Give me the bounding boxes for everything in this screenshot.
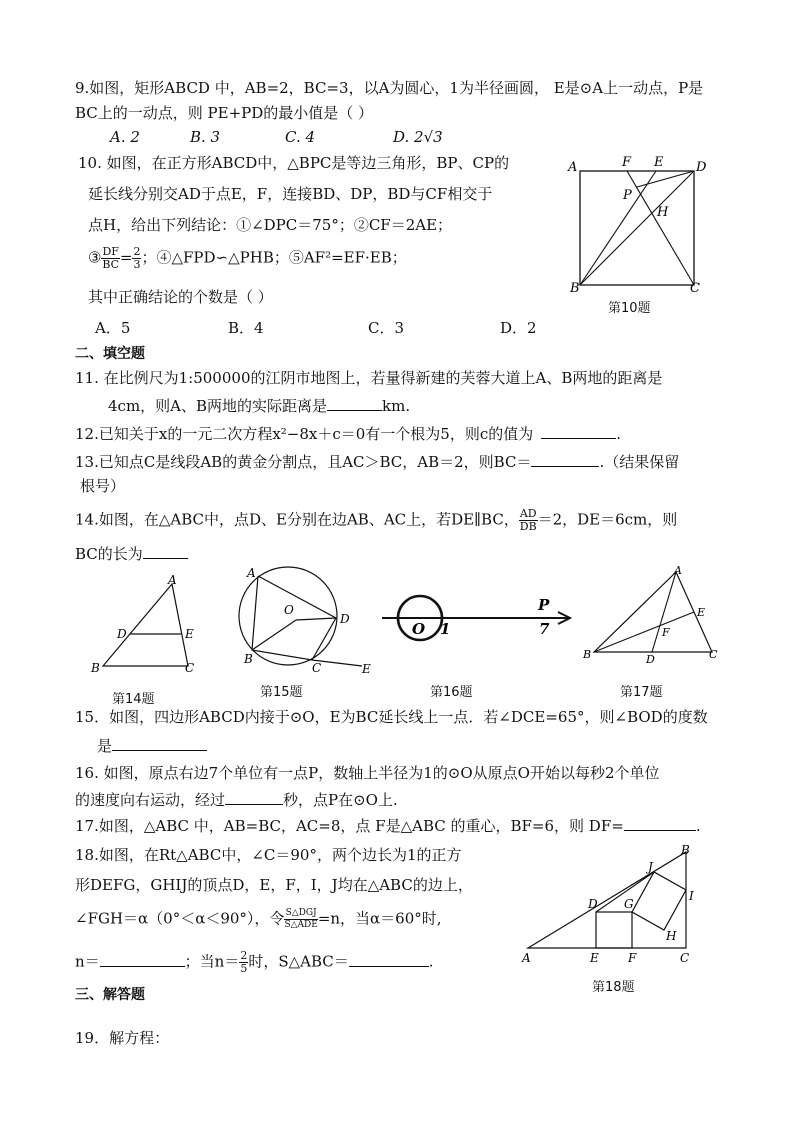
q9-option-a: A. 2 xyxy=(110,128,140,146)
f16-caption: 第16题 xyxy=(430,685,473,700)
q15-line2 xyxy=(97,735,207,756)
f18-label-e: E xyxy=(590,951,599,965)
q12-end: . xyxy=(616,425,622,443)
f18-label-b: B xyxy=(681,843,690,857)
f17-label-b: B xyxy=(583,648,592,661)
figure-q15 xyxy=(236,562,376,678)
f15-label-c: C xyxy=(312,661,322,675)
q17-median-be xyxy=(594,612,694,652)
q18-square-defg xyxy=(596,912,632,948)
q18-frac-den: S△ADE xyxy=(284,920,318,930)
f18-caption: 第18题 xyxy=(592,980,635,995)
q10-label-p: P xyxy=(623,188,632,203)
section-fill-in: 二、填空题 xyxy=(75,346,145,362)
f18-label-a: A xyxy=(522,951,531,965)
q10-option-b: B．4 xyxy=(228,319,264,337)
f18-label-i: I xyxy=(689,889,694,903)
q15-line-ob xyxy=(252,620,296,650)
q18-line4 xyxy=(75,950,434,975)
figure-q14 xyxy=(88,574,198,676)
q11-line1: 11. 在比例尺为1:500000的江阴市地图上，若量得新建的芙蓉大道上A、B两地的距离是 xyxy=(75,369,663,387)
q14-frac-den: DB xyxy=(519,520,537,533)
q9-option-c: C. 4 xyxy=(285,128,316,146)
q10-frac-num: DF xyxy=(102,245,119,258)
f18-label-c: C xyxy=(680,951,690,965)
f17-label-d: D xyxy=(646,653,655,666)
q11-line2-unit: km. xyxy=(382,397,411,415)
q18-area-fraction xyxy=(284,908,317,931)
q18-answer-blank-1[interactable] xyxy=(100,951,185,967)
f14-label-b: B xyxy=(91,661,100,675)
q15-line2-text: 是 xyxy=(97,737,113,755)
figure-q17 xyxy=(580,562,722,666)
q11-answer-blank[interactable] xyxy=(327,395,382,411)
q10-option-d: D．2 xyxy=(500,319,537,337)
q9-line1: 9.如图，矩形ABCD 中，AB=2，BC=3，以A为圆心，1为半径画圆， E是⊙A上一动点，P是 xyxy=(75,79,704,97)
f16-label-p: P xyxy=(538,596,550,614)
f14-caption: 第14题 xyxy=(112,692,155,707)
q14 xyxy=(75,508,677,533)
q10-label-a: A xyxy=(568,160,578,175)
f15-label-d: D xyxy=(340,612,350,626)
q10-option-c: C．3 xyxy=(368,319,405,337)
q10-l4-prefix: ③ xyxy=(88,248,102,267)
q10-label-e: E xyxy=(654,155,664,170)
q10-fig-caption: 第10题 xyxy=(608,301,651,316)
q18-n-den: 5 xyxy=(240,962,248,975)
q10-frac2-num: 2 xyxy=(133,245,141,258)
q13-answer-blank[interactable] xyxy=(531,451,599,467)
q10-l4-rest: ；④△FPD∽△PHB；⑤AF²=EF·EB； xyxy=(141,248,407,267)
q10-label-h: H xyxy=(657,205,669,220)
f15-label-o: O xyxy=(284,603,294,617)
q10-label-f: F xyxy=(622,155,632,170)
q17-end: . xyxy=(695,817,701,835)
q17-answer-blank[interactable] xyxy=(624,815,696,831)
q10-label-b: B xyxy=(570,281,580,296)
f14-label-c: C xyxy=(185,661,195,675)
f15-label-e: E xyxy=(362,662,371,676)
q14-text: 14.如图，在△ABC中，点D、E分别在边AB、AC上，若DE∥BC， xyxy=(75,510,519,529)
q17-triangle xyxy=(594,572,712,652)
f18-label-h: H xyxy=(666,929,677,943)
f16-label-7: 7 xyxy=(539,620,550,638)
q13-line2: 根号） xyxy=(80,477,126,495)
q10-frac2-den: 3 xyxy=(133,258,141,271)
f18-label-g: G xyxy=(624,897,634,911)
f17-caption: 第17题 xyxy=(620,685,663,700)
q18-line3-text: ∠FGH＝α（0°＜α＜90°），令 xyxy=(75,909,285,928)
q16-answer-blank[interactable] xyxy=(225,789,283,805)
q15-quad xyxy=(252,576,336,660)
q18-end: . xyxy=(428,952,434,971)
figure-q18 xyxy=(518,842,708,968)
q18-answer-blank-2[interactable] xyxy=(349,951,429,967)
f14-label-d: D xyxy=(117,627,127,641)
q11-line2 xyxy=(108,395,410,416)
q9-option-b: B. 3 xyxy=(190,128,221,146)
q14-fraction xyxy=(519,508,538,533)
f17-label-e: E xyxy=(697,606,706,619)
q14-frac-num: AD xyxy=(519,507,537,520)
q18-line3 xyxy=(75,908,442,931)
q10-line3: 点H，给出下列结论：①∠DPC＝75°；②CF＝2AE； xyxy=(88,216,453,234)
f14-label-a: A xyxy=(168,574,177,587)
q14-line2-text: BC的长为 xyxy=(75,545,143,563)
f18-label-j: J xyxy=(648,860,653,874)
q14-rest: ＝2，DE＝6cm，则 xyxy=(537,510,678,529)
f18-label-d: D xyxy=(588,897,598,911)
q16-line1: 16. 如图，原点右边7个单位有一点P，数轴上半径为1的⊙O从原点O开始以每秒2个单位 xyxy=(75,764,660,782)
q18-triangle xyxy=(528,852,686,948)
q12-text: 12.已知关于x的一元二次方程x²−8x＋c＝0有一个根为5，则c的值为 xyxy=(75,425,534,443)
q9-option-d: D. 2√3 xyxy=(393,128,443,146)
q16-line2 xyxy=(75,789,398,810)
q10-fraction-df-bc xyxy=(101,246,119,271)
q18-frac-num: S△DGJ xyxy=(285,908,317,918)
f16-label-o: O xyxy=(412,620,426,638)
q10-eq: = xyxy=(119,248,133,267)
q18-n-label: n＝ xyxy=(75,952,100,971)
q10-label-c: C xyxy=(690,281,700,296)
q10-option-a: A．5 xyxy=(95,319,131,337)
q11-line2-text: 4cm，则A、B两地的实际距离是 xyxy=(108,397,328,415)
f15-label-a: A xyxy=(247,566,256,580)
q16-line2-end: 秒，点P在⊙O上. xyxy=(283,791,398,809)
q18-line3-end: =n，当α＝60°时, xyxy=(317,909,442,928)
q16-line2-text: 的速度向右运动，经过 xyxy=(75,791,226,809)
q15-answer-blank[interactable] xyxy=(112,735,207,751)
figure-q16 xyxy=(378,588,578,644)
q17-text: 17.如图，△ABC 中，AB=BC，AC=8，点 F是△ABC 的重心，BF=6，则 DF= xyxy=(75,817,624,835)
q10-line2: 延长线分别交AD于点E，F，连接BD、DP，BD与CF相交于 xyxy=(88,185,493,203)
q10-line-be xyxy=(580,171,656,285)
q18-when-n: ；当n＝ xyxy=(184,952,240,971)
q17 xyxy=(75,815,701,836)
q15-line1: 15．如图，四边形ABCD内接于⊙O，E为BC延长线上一点．若∠DCE=65°，则∠BOD的度数 xyxy=(75,708,708,726)
q18-n-fraction xyxy=(239,950,248,975)
q18-line1: 18.如图，在Rt△ABC中，∠C＝90°，两个边长为1的正方 xyxy=(75,846,462,864)
f14-label-e: E xyxy=(185,627,194,641)
figure-q10 xyxy=(560,150,720,300)
q14-answer-blank[interactable] xyxy=(143,543,188,559)
section-solve: 三、解答题 xyxy=(75,987,145,1003)
f17-label-f: F xyxy=(662,626,670,639)
q19: 19．解方程： xyxy=(75,1029,170,1047)
q10-line1: 10. 如图，在正方形ABCD中，△BPC是等边三角形，BP、CP的 xyxy=(78,154,510,172)
f17-label-c: C xyxy=(709,648,718,661)
q10-label-d: D xyxy=(696,160,707,175)
q13-text: 13.已知点C是线段AB的黄金分割点，且AC＞BC，AB＝2，则BC＝ xyxy=(75,453,532,471)
q12-answer-blank[interactable] xyxy=(541,423,616,439)
q13-end: .（结果保留 xyxy=(599,453,680,471)
f16-label-1: 1 xyxy=(440,620,451,638)
f18-label-f: F xyxy=(628,951,637,965)
q14-line2 xyxy=(75,543,188,564)
q18-square-ghij xyxy=(632,872,686,930)
f17-label-a: A xyxy=(674,564,682,577)
q18-area-label: 时，S△ABC＝ xyxy=(248,952,349,971)
q10-line4 xyxy=(88,246,407,271)
q18-n-num: 2 xyxy=(240,949,248,962)
q18-line2: 形DEFG，GHIJ的顶点D，E，F，I，J均在△ABC的边上， xyxy=(75,876,473,894)
q13 xyxy=(75,451,679,472)
q14-triangle xyxy=(103,584,188,666)
f15-caption: 第15题 xyxy=(260,685,303,700)
q9-line2: BC上的一动点，则 PE+PD的最小值是（ ） xyxy=(75,104,374,122)
f15-label-b: B xyxy=(244,652,253,666)
q15-line-od xyxy=(296,618,336,620)
q10-line5: 其中正确结论的个数是（ ） xyxy=(88,288,273,306)
q12 xyxy=(75,423,621,444)
q10-frac-den: BC xyxy=(102,258,120,271)
